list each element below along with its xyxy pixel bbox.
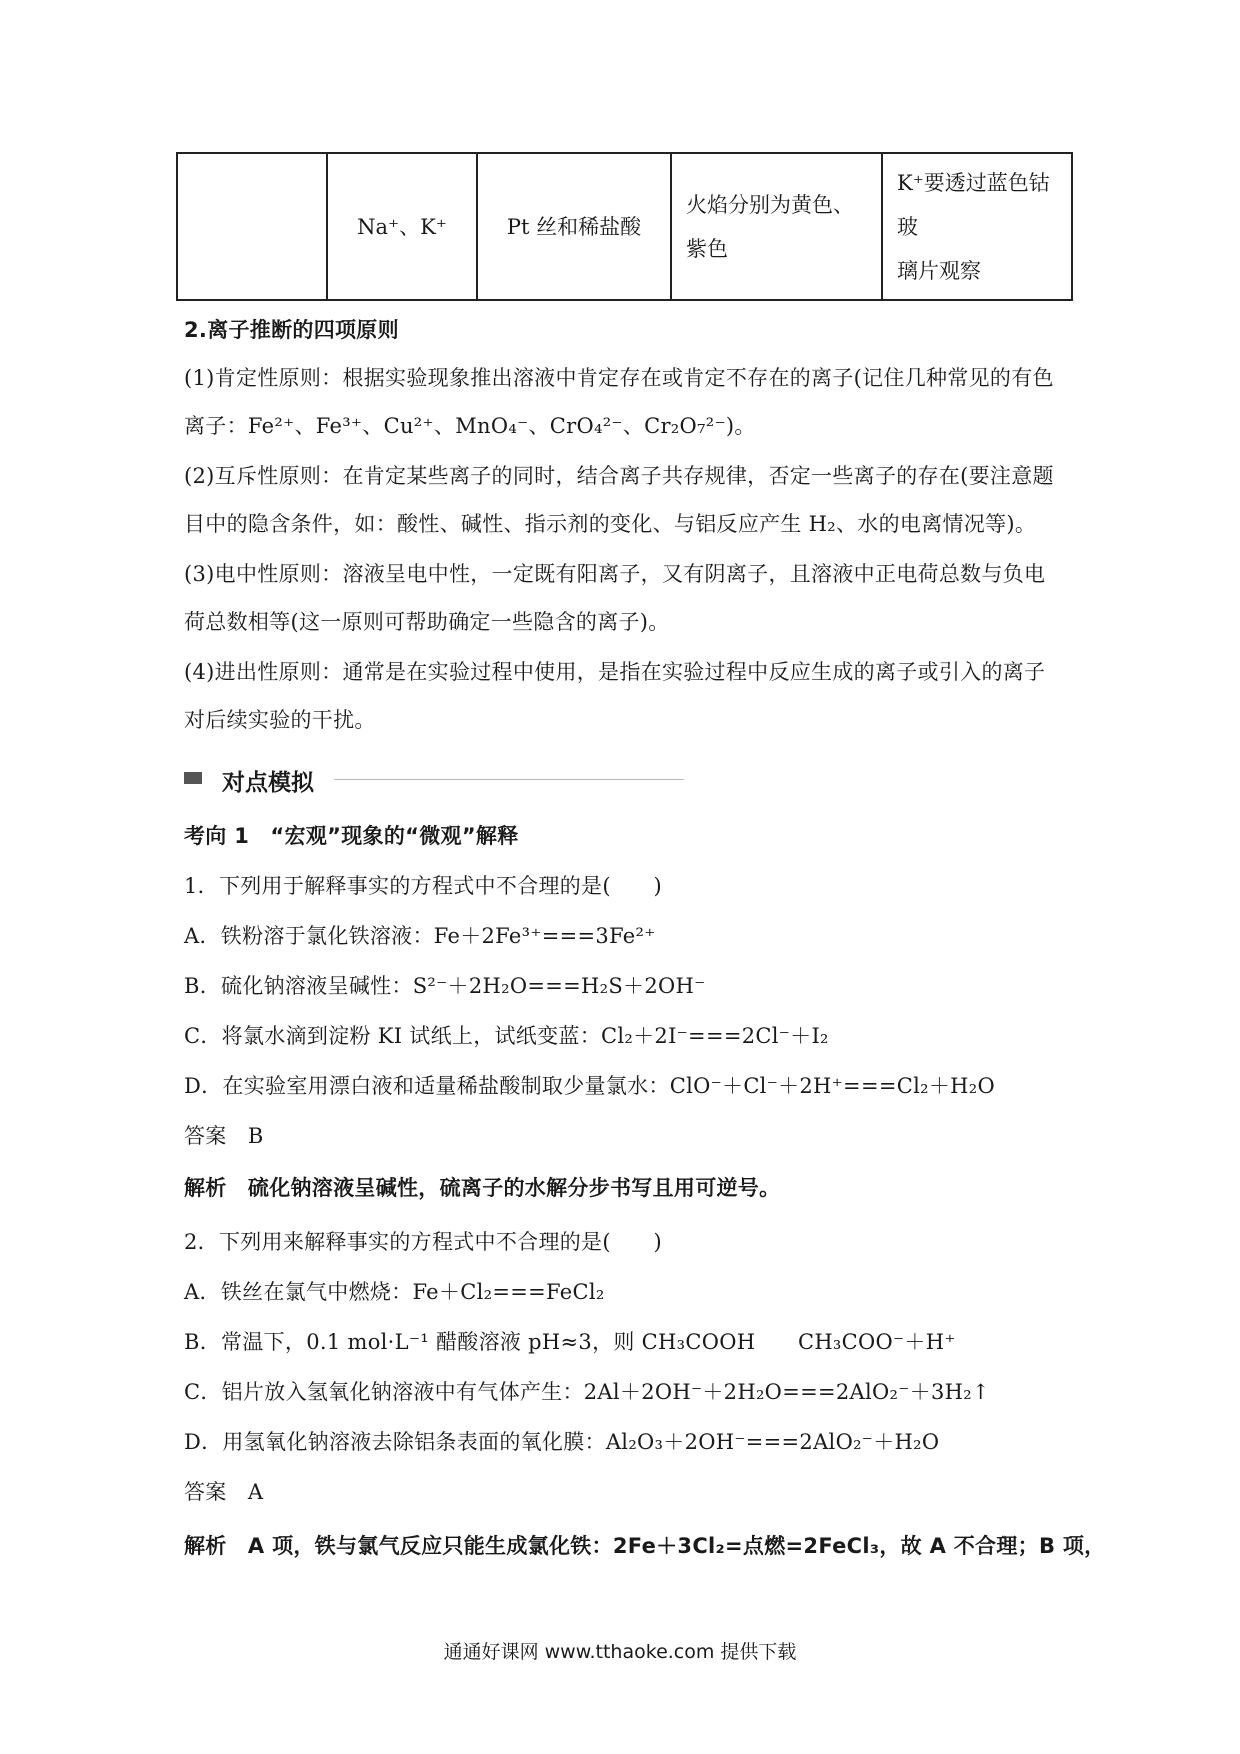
section-divider [334,779,684,780]
section-title: 对点模拟 [222,770,314,796]
note-line-1: K⁺要透过蓝色钴玻 [897,170,1050,239]
principle-2-line-2: 目中的隐含条件，如：酸性、碱性、指示剂的变化、与铝反应产生 H₂、水的电离情况等)。 [184,512,1037,536]
principle-4-line-2: 对后续实验的干扰。 [184,708,376,732]
table-cell-note [882,153,1072,300]
principle-1-line-2: 离子：Fe²⁺、Fe³⁺、Cu²⁺、MnO₄⁻、CrO₄²⁻、Cr₂O₇²⁻)。 [184,414,756,438]
table-cell-phenomenon [671,153,882,300]
q1-analysis: 解析 硫化钠溶液呈碱性，硫离子的水解分步书写且用可逆号。 [184,1176,781,1200]
table-cell-ions: Na⁺、K⁺ [327,153,477,300]
q2-stem: 2．下列用来解释事实的方程式中不合理的是( ) [184,1230,662,1254]
q2-option-c: C．铝片放入氢氧化钠溶液中有气体产生：2Al＋2OH⁻＋2H₂O===2AlO₂⁻＋3H₂↑ [184,1380,990,1404]
ion-test-table [176,152,1073,301]
q1-option-a: A．铁粉溶于氯化铁溶液：Fe＋2Fe³⁺===3Fe²⁺ [184,924,656,948]
section-header [184,764,684,794]
q1-option-b: B．硫化钠溶液呈碱性：S²⁻＋2H₂O===H₂S＋2OH⁻ [184,974,706,998]
q2-option-a: A．铁丝在氯气中燃烧：Fe＋Cl₂===FeCl₂ [184,1280,605,1304]
principle-3-line-1: (3)电中性原则：溶液呈电中性，一定既有阳离子，又有阴离子，且溶液中正电荷总数与负电 [184,562,1046,586]
table-row [177,153,1072,300]
principle-4-line-1: (4)进出性原则：通常是在实验过程中使用，是指在实验过程中反应生成的离子或引入的离子 [184,660,1046,684]
principle-2-line-1: (2)互斥性原则：在肯定某些离子的同时，结合离子共存规律，否定一些离子的存在(要注意题 [184,464,1054,488]
principles-heading: 2.离子推断的四项原则 [184,318,399,342]
q1-answer: 答案 B [184,1124,264,1148]
q1-option-c: C．将氯水滴到淀粉 KI 试纸上，试纸变蓝：Cl₂＋2I⁻===2Cl⁻＋I₂ [184,1024,829,1048]
section-square-icon [184,772,202,784]
phenomenon-line-2: 紫色 [686,236,728,261]
table-cell-empty [177,153,327,300]
q2-option-d: D．用氢氧化钠溶液去除铝条表面的氧化膜：Al₂O₃＋2OH⁻===2AlO₂⁻＋H₂O [184,1430,940,1454]
q2-answer: 答案 A [184,1480,264,1504]
q1-stem: 1．下列用于解释事实的方程式中不合理的是( ) [184,874,662,898]
q2-option-b: B．常温下，0.1 mol·L⁻¹ 醋酸溶液 pH≈3，则 CH₃COOH CH₃COO⁻＋H⁺ [184,1330,956,1354]
principle-3-line-2: 荷总数相等(这一原则可帮助确定一些隐含的离子)。 [184,610,670,634]
note-line-2: 璃片观察 [897,258,981,283]
page-footer: 通通好课网 www.tthaoke.com 提供下载 [443,1641,797,1663]
table-cell-reagent: Pt 丝和稀盐酸 [477,153,671,300]
q2-analysis: 解析 A 项，铁与氯气反应只能生成氯化铁：2Fe＋3Cl₂=点燃=2FeCl₃，故 A 不合理；B 项， [184,1534,1106,1558]
q1-option-d: D．在实验室用漂白液和适量稀盐酸制取少量氯水：ClO⁻＋Cl⁻＋2H⁺===Cl₂＋H₂O [184,1074,995,1098]
direction-heading: 考向 1 “宏观”现象的“微观”解释 [184,824,519,848]
phenomenon-line-1: 火焰分别为黄色、 [686,192,854,217]
principle-1-line-1: (1)肯定性原则：根据实验现象推出溶液中肯定存在或肯定不存在的离子(记住几种常见的有色 [184,366,1054,390]
